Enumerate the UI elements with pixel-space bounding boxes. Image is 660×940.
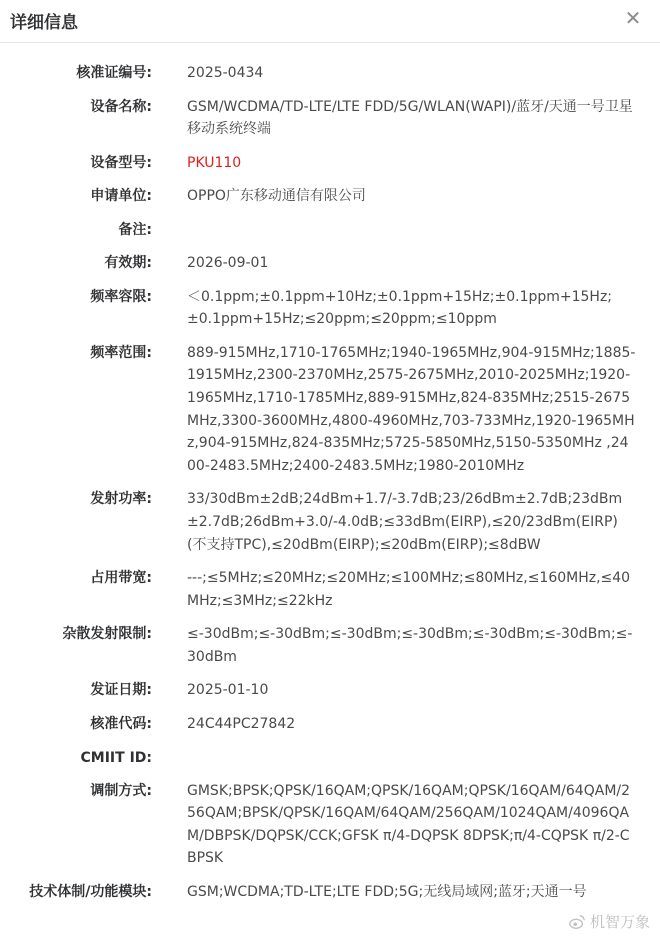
value-applicant: OPPO广东移动通信有限公司 bbox=[187, 188, 366, 205]
row-issue-date bbox=[0, 679, 660, 702]
row-spurious bbox=[0, 623, 660, 668]
row-freq-tolerance bbox=[0, 286, 660, 331]
label-bandwidth: 占用带宽: bbox=[90, 570, 152, 587]
label-validity: 有效期: bbox=[104, 254, 152, 271]
watermark bbox=[568, 911, 650, 932]
label-modulation: 调制方式: bbox=[90, 782, 152, 799]
value-freq-tolerance: ＜0.1ppm;±0.1ppm+10Hz;±0.1ppm+15Hz;±0.1ppm+15Hz;±0.1ppm+15Hz;≤20ppm;≤20ppm;≤10ppm bbox=[187, 288, 613, 328]
row-cmiit-id bbox=[0, 747, 660, 769]
value-bandwidth: ---;≤5MHz;≤20MHz;≤20MHz;≤100MHz;≤80MHz,≤160MHz,≤40MHz;≤3MHz;≤22kHz bbox=[187, 570, 631, 609]
value-tx-power: 33/30dBm±2dB;24dBm+1.7/-3.7dB;23/26dBm±2.7dB;23dBm±2.7dB;26dBm+3.0/-4.0dB;≤33dBm(EIRP),≤20/23dBm(EIRP)(不支持TPC),≤20dBm(EIRP);≤20dBm(EIRP);≤8dBW bbox=[187, 491, 623, 553]
row-freq-range bbox=[0, 342, 660, 478]
weibo-icon bbox=[568, 913, 586, 931]
row-tx-power bbox=[0, 488, 660, 556]
row-validity bbox=[0, 252, 660, 275]
label-device-name: 设备名称: bbox=[90, 98, 152, 115]
value-spurious: ≤-30dBm;≤-30dBm;≤-30dBm;≤-30dBm;≤-30dBm;≤-30dBm;≤-30dBm bbox=[187, 626, 633, 665]
close-icon[interactable]: ✕ bbox=[624, 6, 642, 30]
row-modulation bbox=[0, 780, 660, 870]
label-approval-no: 核准证编号: bbox=[76, 65, 152, 81]
value-tech-function: GSM;WCDMA;TD-LTE;LTE FDD;5G;无线局域网;蓝牙;天通一号 bbox=[187, 884, 587, 901]
value-device-name: GSM/WCDMA/TD-LTE/LTE FDD/5G/WLAN(WAPI)/蓝牙/天通一号卫星移动系统终端 bbox=[187, 98, 633, 138]
label-device-model: 设备型号: bbox=[90, 154, 152, 171]
watermark-text: 机智万象 bbox=[589, 913, 650, 931]
row-device-model bbox=[0, 152, 660, 175]
label-tx-power: 发射功率: bbox=[90, 491, 152, 508]
value-remark bbox=[187, 219, 637, 241]
value-device-model: PKU110 bbox=[187, 154, 242, 171]
label-spurious: 杂散发射限制: bbox=[62, 626, 152, 643]
label-cmiit-id: CMIIT ID: bbox=[80, 749, 152, 766]
value-approval-no: 2025-0434 bbox=[187, 65, 264, 81]
label-freq-range: 频率范围: bbox=[90, 344, 152, 361]
row-approval-code bbox=[0, 713, 660, 736]
value-validity: 2026-09-01 bbox=[187, 254, 269, 271]
row-bandwidth bbox=[0, 567, 660, 612]
row-tech-function bbox=[0, 881, 660, 904]
row-device-name bbox=[0, 96, 660, 141]
label-approval-code: 核准代码: bbox=[90, 716, 152, 733]
value-cmiit-id bbox=[187, 747, 637, 769]
value-approval-code: 24C44PC27842 bbox=[187, 716, 296, 733]
label-freq-tolerance: 频率容限: bbox=[90, 288, 152, 305]
row-approval-no bbox=[0, 62, 660, 85]
label-tech-function: 技术体制/功能模块: bbox=[29, 884, 152, 901]
detail-list bbox=[0, 62, 660, 915]
value-freq-range: 889-915MHz,1710-1765MHz;1940-1965MHz,904-915MHz;1885-1915MHz,2300-2370MHz,2575-2675MHz,2010-2025MHz;1920-1965MHz,1710-1785MHz,889-915MHz,824-835MHz;2515-2675MHz,3300-3600MHz,4800-4960MHz,703-733MHz,1920-1965MHz,904-915MHz,824-835MHz;5725-5850MHz,5150-5350MHz ,2400-2483.5MHz;2400-2483.5MHz;1980-2010MHz bbox=[187, 344, 636, 474]
label-remark: 备注: bbox=[118, 221, 152, 238]
row-applicant bbox=[0, 185, 660, 208]
row-remark bbox=[0, 219, 660, 241]
dialog-header bbox=[0, 0, 660, 43]
label-applicant: 申请单位: bbox=[90, 188, 152, 205]
dialog-title: 详细信息 bbox=[10, 13, 78, 33]
label-issue-date: 发证日期: bbox=[90, 682, 152, 699]
value-issue-date: 2025-01-10 bbox=[187, 682, 269, 699]
value-modulation: GMSK;BPSK;QPSK/16QAM;QPSK/16QAM;QPSK/16QAM/64QAM/256QAM;BPSK/QPSK/16QAM/64QAM/256QAM/1024QAM/4096QAM/DBPSK/DQPSK/CCK;GFSK π/4-DQPSK 8DPSK;π/4-CQPSK π/2-CBPSK bbox=[187, 782, 631, 867]
